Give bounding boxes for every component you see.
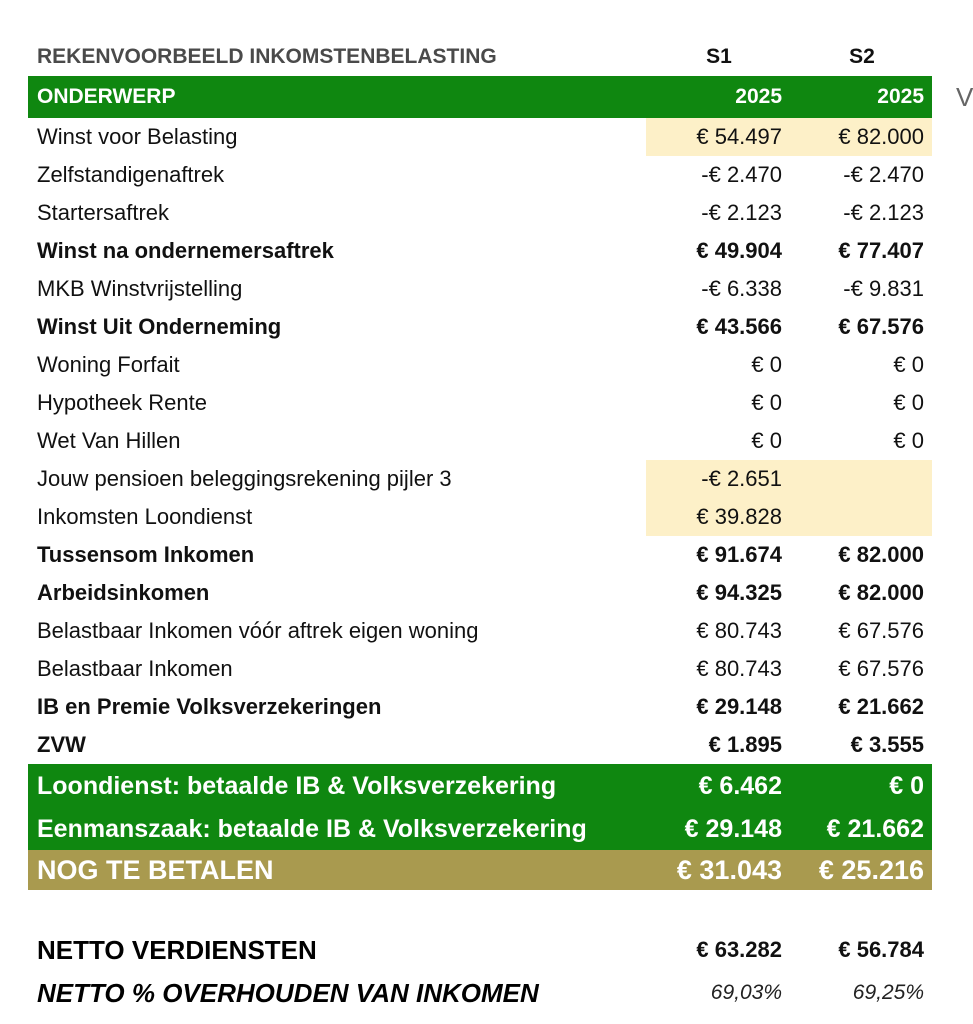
netto-value-s1: € 63.282 [696, 937, 782, 962]
header-year-s2: 2025 [877, 85, 924, 108]
table-row [28, 536, 932, 574]
eenmanszaak-value-s1: € 29.148 [684, 814, 782, 843]
row-value-s2: € 82.000 [838, 542, 924, 567]
row-label: ZVW [37, 732, 86, 757]
row-value-s1: € 43.566 [696, 314, 782, 339]
loondienst-row [28, 764, 932, 808]
eenmanszaak-label: Eenmanszaak: betaalde IB & Volksverzekering [37, 814, 587, 843]
row-value-s2: € 21.662 [838, 694, 924, 719]
row-label: Tussensom Inkomen [37, 542, 255, 567]
table-row [28, 726, 932, 764]
row-value-s2: € 67.576 [838, 314, 924, 339]
row-label: Inkomsten Loondienst [37, 504, 253, 529]
header-label: ONDERWERP [37, 85, 176, 108]
column-header-s2: S2 [849, 45, 875, 68]
row-value-s1: -€ 6.338 [701, 276, 782, 301]
title-row [28, 38, 932, 76]
netto-label: NETTO VERDIENSTEN [37, 934, 317, 965]
row-value-s2: € 3.555 [850, 732, 924, 757]
table-row [28, 232, 932, 270]
row-label: Woning Forfait [37, 352, 180, 377]
row-value-s1: -€ 2.651 [646, 460, 792, 498]
row-label: Zelfstandigenaftrek [37, 162, 225, 187]
header-year-s1: 2025 [735, 85, 782, 108]
netto-pct-value-s1: 69,03% [710, 981, 782, 1004]
netto-row [28, 928, 932, 972]
row-value-s1: € 80.743 [696, 656, 782, 681]
row-label: Jouw pensioen beleggingsrekening pijler 3 [37, 466, 452, 491]
row-value-s2: € 82.000 [838, 580, 924, 605]
row-label: Winst voor Belasting [37, 124, 238, 149]
row-value-s2: -€ 9.831 [843, 276, 924, 301]
row-value-s2: € 67.576 [838, 618, 924, 643]
row-value-s2 [792, 498, 932, 536]
nog-te-betalen-value-s1: € 31.043 [676, 854, 782, 885]
table-row [28, 270, 932, 308]
row-value-s1: € 0 [751, 428, 782, 453]
row-value-s2: € 67.576 [838, 656, 924, 681]
loondienst-value-s2: € 0 [889, 771, 924, 800]
netto-pct-row [28, 972, 932, 1014]
row-value-s2: € 0 [893, 390, 924, 415]
clipped-edge-glyph: V [956, 82, 973, 112]
row-label: MKB Winstvrijstelling [37, 276, 243, 301]
loondienst-value-s1: € 6.462 [698, 771, 782, 800]
eenmanszaak-row [28, 808, 932, 850]
nog-te-betalen-row [28, 850, 932, 890]
row-label: Startersaftrek [37, 200, 170, 225]
row-value-s1: € 1.895 [708, 732, 782, 757]
row-value-s1: € 94.325 [696, 580, 782, 605]
row-value-s2: € 0 [893, 352, 924, 377]
row-value-s1: € 0 [751, 352, 782, 377]
netto-pct-value-s2: 69,25% [852, 981, 924, 1004]
row-value-s1: € 29.148 [696, 694, 782, 719]
row-value-s2: € 77.407 [838, 238, 924, 263]
eenmanszaak-value-s2: € 21.662 [826, 814, 924, 843]
row-value-s2: -€ 2.470 [843, 162, 924, 187]
row-value-s2: € 0 [893, 428, 924, 453]
table-row [28, 574, 932, 612]
row-value-s1: € 91.674 [696, 542, 782, 567]
row-label: Hypotheek Rente [37, 390, 207, 415]
row-label: Arbeidsinkomen [37, 580, 210, 605]
row-label: Winst Uit Onderneming [37, 314, 282, 339]
column-header-s1: S1 [706, 45, 732, 68]
table-row [28, 384, 932, 422]
row-value-s1: € 39.828 [646, 498, 792, 536]
table-row [28, 688, 932, 726]
netto-value-s2: € 56.784 [838, 937, 924, 962]
table-row [28, 118, 932, 156]
table-row [28, 650, 932, 688]
nog-te-betalen-value-s2: € 25.216 [818, 854, 924, 885]
row-label: Belastbaar Inkomen [37, 656, 233, 681]
row-label: Wet Van Hillen [37, 428, 181, 453]
table-row [28, 612, 932, 650]
row-label: Belastbaar Inkomen vóór aftrek eigen woning [37, 618, 479, 643]
table-header [28, 76, 932, 118]
row-value-s1: € 0 [751, 390, 782, 415]
row-value-s2 [792, 460, 932, 498]
table-row [28, 346, 932, 384]
table-row [28, 422, 932, 460]
nog-te-betalen-label: NOG TE BETALEN [37, 854, 274, 885]
row-value-s2: -€ 2.123 [843, 200, 924, 225]
table-row [28, 194, 932, 232]
row-value-s1: € 54.497 [646, 118, 792, 156]
row-label: IB en Premie Volksverzekeringen [37, 694, 382, 719]
netto-pct-label: NETTO % OVERHOUDEN VAN INKOMEN [37, 977, 539, 1008]
row-label: Winst na ondernemersaftrek [37, 238, 334, 263]
table-row [28, 156, 932, 194]
row-value-s1: -€ 2.470 [701, 162, 782, 187]
row-value-s1: € 80.743 [696, 618, 782, 643]
row-value-s1: -€ 2.123 [701, 200, 782, 225]
table-row [28, 498, 932, 536]
page-title: REKENVOORBEELD INKOMSTENBELASTING [37, 45, 497, 68]
table-row [28, 460, 932, 498]
row-value-s1: € 49.904 [696, 238, 782, 263]
row-value-s2: € 82.000 [792, 118, 932, 156]
loondienst-label: Loondienst: betaalde IB & Volksverzekering [37, 771, 557, 800]
table-row [28, 308, 932, 346]
